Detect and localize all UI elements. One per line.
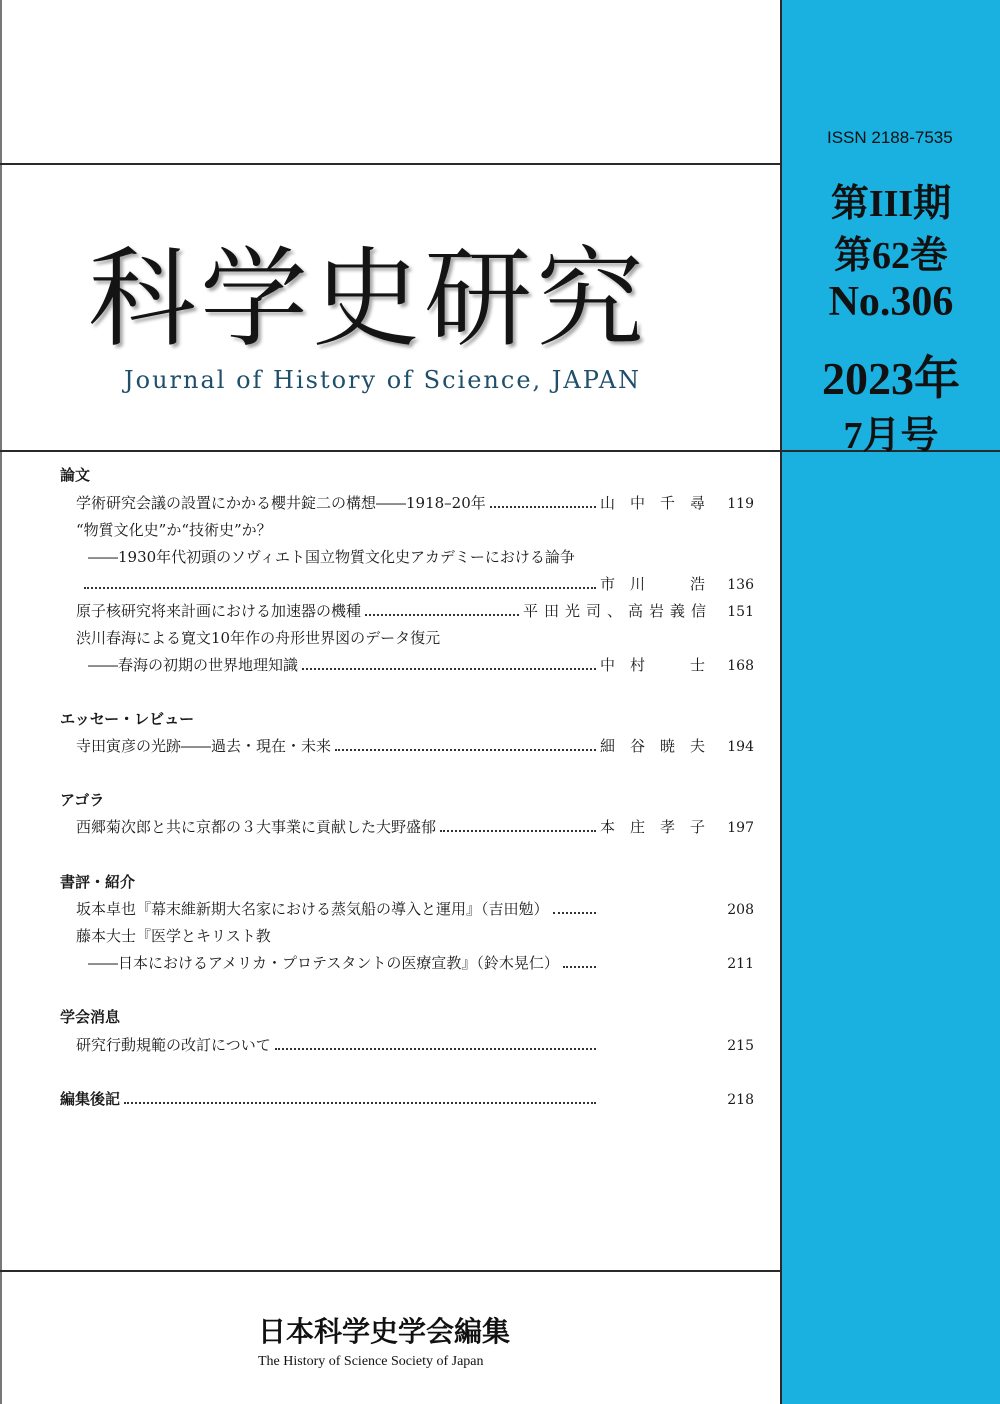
entry-title: 原子核研究将来計画における加速器の機種 [76, 602, 362, 620]
entry-page: 194 [727, 739, 754, 755]
entry-page: 208 [727, 902, 754, 918]
entry-page: 151 [727, 604, 754, 620]
publisher-name: 日本科学史学会編集 [258, 1315, 511, 1348]
toc-entry[interactable] [76, 600, 754, 622]
entry-subtitle: ――1930年代初頭のソヴィエト国立物質文化史アカデミーにおける論争 [88, 548, 575, 566]
header-top-rule [0, 163, 781, 165]
section-heading: 書評・紹介 [60, 873, 136, 891]
left-border [0, 0, 2, 1404]
publisher-name-en: The History of Science Society of Japan [258, 1354, 484, 1369]
year-label: 2023年 [822, 353, 960, 404]
entry-page: 168 [727, 658, 754, 674]
entry-title: 西郷菊次郎と共に京都の３大事業に貢献した大野盛郁 [76, 818, 437, 836]
entry-subtitle: ――春海の初期の世界地理知識 [88, 656, 299, 674]
entry-author: 中村 士 [600, 656, 721, 674]
entry-page: 197 [727, 820, 754, 836]
toc-entry[interactable] [76, 735, 754, 757]
number-label: No.306 [828, 279, 954, 325]
entry-author: 平田光司、高岩義信 [522, 602, 712, 620]
leader-dots [365, 613, 519, 616]
toc-entry[interactable] [76, 898, 754, 920]
entry-author: 山中千尋 [600, 494, 721, 512]
month-label: 7月号 [843, 415, 939, 457]
journal-subtitle: Journal of History of Science, JAPAN [124, 366, 642, 394]
section-heading: エッセー・レビュー [60, 710, 195, 728]
leader-dots [553, 911, 596, 914]
toc-entry[interactable] [88, 654, 754, 676]
entry-page: 218 [727, 1092, 754, 1108]
journal-title: 科学史研究 [88, 237, 649, 362]
leader-dots [84, 586, 596, 589]
leader-dots [440, 829, 596, 832]
issn: ISSN 2188-7535 [827, 128, 953, 147]
entry-page: 211 [727, 956, 754, 972]
leader-dots [302, 667, 596, 670]
entry-page: 215 [727, 1038, 754, 1054]
section-heading: 編集後記 [60, 1090, 121, 1108]
entry-title[interactable]: 藤本大士『医学とキリスト教 [76, 927, 271, 945]
toc-entry[interactable] [76, 1034, 754, 1056]
entry-page: 119 [727, 496, 754, 512]
section-heading: 論文 [60, 466, 91, 484]
leader-dots [335, 748, 596, 751]
section-heading: 学会消息 [60, 1008, 121, 1026]
toc-entry[interactable] [88, 952, 754, 974]
entry-title: 学術研究会議の設置にかかる櫻井錠二の構想――1918–20年 [76, 494, 486, 512]
entry-title: 寺田寅彦の光跡――過去・現在・未来 [76, 737, 332, 755]
entry-author: 市川 浩 [600, 575, 721, 593]
toc-entry[interactable] [76, 492, 754, 514]
leader-dots [124, 1101, 596, 1104]
entry-subtitle: ――日本におけるアメリカ・プロテスタントの医療宣教』（鈴木晃仁） [88, 954, 559, 972]
footer-rule [0, 1270, 781, 1272]
section-heading: アゴラ [60, 791, 105, 809]
toc-entry[interactable] [76, 816, 754, 838]
entry-title[interactable]: “物質文化史”か“技術史”か？ [76, 521, 272, 539]
leader-dots [563, 965, 596, 968]
toc-entry[interactable] [76, 573, 754, 595]
series-label: 第III期 [830, 183, 952, 225]
leader-dots [275, 1047, 596, 1050]
leader-dots [490, 505, 596, 508]
entry-title: 研究行動規範の改訂について [76, 1036, 271, 1054]
entry-title: 坂本卓也『幕末維新期大名家における蒸気船の導入と運用』（吉田勉） [76, 900, 549, 918]
volume-label: 第62巻 [833, 235, 948, 277]
entry-author: 細谷暁夫 [600, 737, 721, 755]
entry-title[interactable]: 渋川春海による寛文10年作の舟形世界図のデータ復元 [76, 629, 441, 647]
entry-author: 本庄孝子 [600, 818, 721, 836]
entry-page: 136 [727, 577, 754, 593]
toc-entry[interactable] [60, 1088, 754, 1110]
